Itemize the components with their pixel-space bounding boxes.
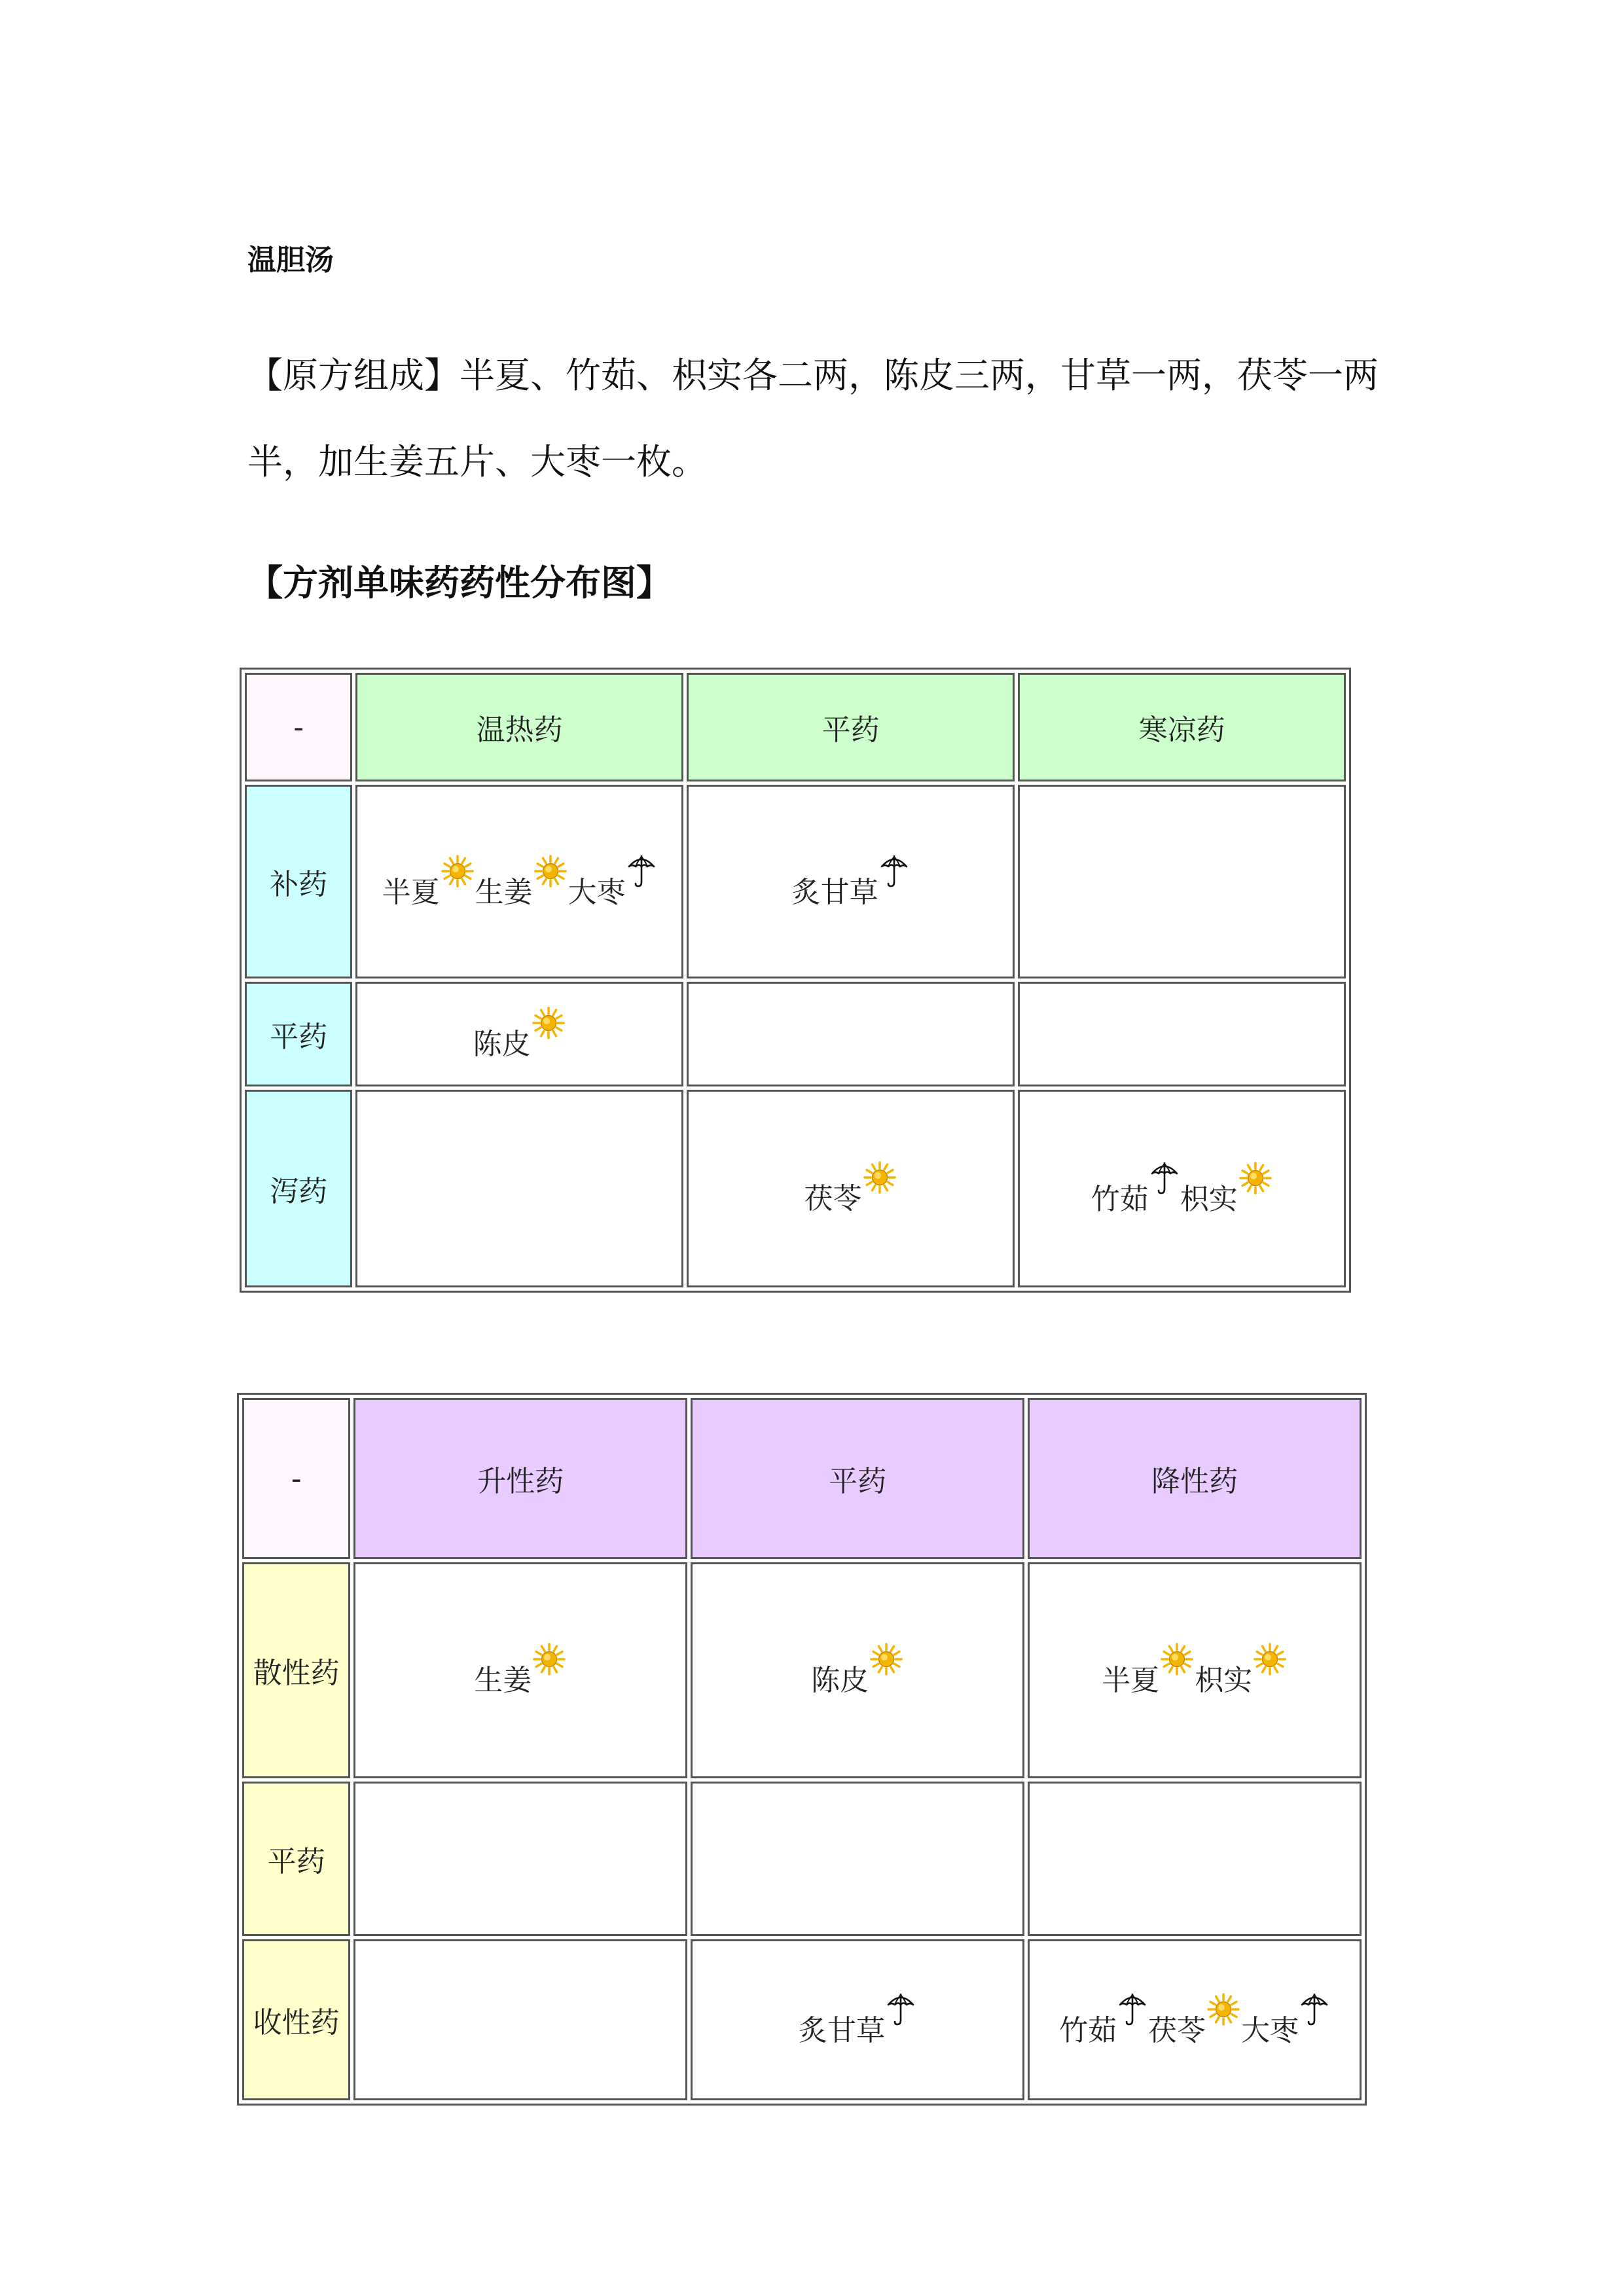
table2-col-header-ascending: 升性药 bbox=[353, 1398, 687, 1559]
sun-icon bbox=[532, 1007, 565, 1039]
sun-icon bbox=[870, 1643, 903, 1676]
umbrella-icon bbox=[886, 1992, 915, 2026]
herb-entry bbox=[475, 855, 568, 910]
table2-cell bbox=[1028, 1939, 1362, 2100]
table2-row-header-dispersing: 散性药 bbox=[242, 1562, 350, 1778]
herb-name: 大枣 bbox=[1241, 2013, 1299, 2047]
herb-name: 枳实 bbox=[1180, 1182, 1238, 1216]
herb-name: 竹茹 bbox=[1059, 2013, 1117, 2047]
table2-col-header-descending: 降性药 bbox=[1028, 1398, 1362, 1559]
table1-cell bbox=[687, 982, 1015, 1086]
sun-icon bbox=[1254, 1643, 1286, 1676]
herb-entry bbox=[568, 853, 657, 910]
herb-name: 炙甘草 bbox=[791, 875, 878, 909]
table1-row-header-neutral: 平药 bbox=[245, 982, 352, 1086]
sun-icon bbox=[534, 855, 567, 888]
table2-cell bbox=[691, 1782, 1024, 1936]
herb-name: 生姜 bbox=[474, 1663, 532, 1697]
umbrella-icon bbox=[1150, 1160, 1179, 1194]
herb-entry bbox=[804, 1161, 897, 1217]
table1-row-header-purge: 泻药 bbox=[245, 1090, 352, 1287]
sun-icon bbox=[1161, 1643, 1193, 1676]
herb-name: 陈皮 bbox=[473, 1027, 531, 1061]
herb-entry bbox=[1241, 1992, 1330, 2049]
table1-cell bbox=[1018, 785, 1346, 978]
herb-entry bbox=[792, 853, 910, 910]
formula-composition: 【原方组成】半夏、竹茹、枳实各二两，陈皮三两，甘草一两，茯苓一两半，加生姜五片、大枣一枚。 bbox=[247, 355, 1379, 482]
sun-icon bbox=[533, 1643, 566, 1676]
herb-name: 半夏 bbox=[382, 875, 440, 909]
herb-name: 生姜 bbox=[475, 875, 533, 909]
table1-row-header-tonic: 补药 bbox=[245, 785, 352, 978]
herb-entry bbox=[1091, 1160, 1180, 1217]
herb-name: 茯苓 bbox=[804, 1181, 862, 1215]
table1-cell bbox=[1018, 982, 1346, 1086]
herb-name: 大枣 bbox=[568, 875, 626, 909]
table1-cell bbox=[355, 785, 683, 978]
table1-corner-cell: - bbox=[245, 673, 352, 781]
table2-row-header-neutral: 平药 bbox=[242, 1782, 350, 1936]
umbrella-icon bbox=[1118, 1992, 1147, 2026]
sun-icon bbox=[863, 1161, 896, 1194]
table1-cell bbox=[687, 785, 1015, 978]
table2-cell bbox=[691, 1562, 1024, 1778]
herb-name: 茯苓 bbox=[1148, 2013, 1206, 2047]
herb-name: 竹茹 bbox=[1091, 1182, 1149, 1216]
table2-corner-cell: - bbox=[242, 1398, 350, 1559]
table2-cell bbox=[691, 1939, 1024, 2100]
sun-icon bbox=[1239, 1162, 1272, 1194]
sun-icon bbox=[441, 855, 474, 888]
table2-cell bbox=[1028, 1562, 1362, 1778]
herb-entry bbox=[473, 1007, 566, 1062]
table1-cell bbox=[355, 982, 683, 1086]
table1-cell bbox=[687, 1090, 1015, 1287]
herb-entry bbox=[1148, 1993, 1241, 2049]
table2-row-header-astringent: 收性药 bbox=[242, 1939, 350, 2100]
herb-name: 枳实 bbox=[1195, 1663, 1253, 1697]
herb-entry bbox=[811, 1643, 904, 1698]
table1-col-header-neutral: 平药 bbox=[687, 673, 1015, 781]
umbrella-icon bbox=[880, 853, 909, 888]
section-heading: 【方剂单味药药性分布图】 bbox=[247, 562, 672, 603]
document-title: 温胆汤 bbox=[247, 243, 334, 277]
herb-entry bbox=[474, 1643, 567, 1698]
table1-cell bbox=[1018, 1090, 1346, 1287]
herb-entry bbox=[1059, 1992, 1148, 2049]
herb-name: 半夏 bbox=[1102, 1663, 1160, 1697]
table1-cell bbox=[355, 1090, 683, 1287]
herb-name: 炙甘草 bbox=[799, 2013, 886, 2047]
property-table-direction bbox=[237, 1393, 1367, 2106]
herb-name: 陈皮 bbox=[811, 1663, 869, 1697]
table2-col-header-neutral: 平药 bbox=[691, 1398, 1024, 1559]
umbrella-icon bbox=[627, 853, 656, 888]
sun-icon bbox=[1207, 1993, 1240, 2026]
herb-entry bbox=[1102, 1643, 1195, 1698]
table1-col-header-warm: 温热药 bbox=[355, 673, 683, 781]
herb-entry bbox=[1195, 1643, 1288, 1698]
herb-entry bbox=[1180, 1162, 1273, 1217]
table2-cell bbox=[353, 1939, 687, 2100]
herb-entry bbox=[382, 855, 475, 910]
umbrella-icon bbox=[1300, 1992, 1329, 2026]
property-table-temperature bbox=[240, 668, 1351, 1293]
table1-col-header-cold: 寒凉药 bbox=[1018, 673, 1346, 781]
table2-cell bbox=[353, 1782, 687, 1936]
table2-cell bbox=[1028, 1782, 1362, 1936]
table2-cell bbox=[353, 1562, 687, 1778]
herb-entry bbox=[799, 1992, 916, 2049]
